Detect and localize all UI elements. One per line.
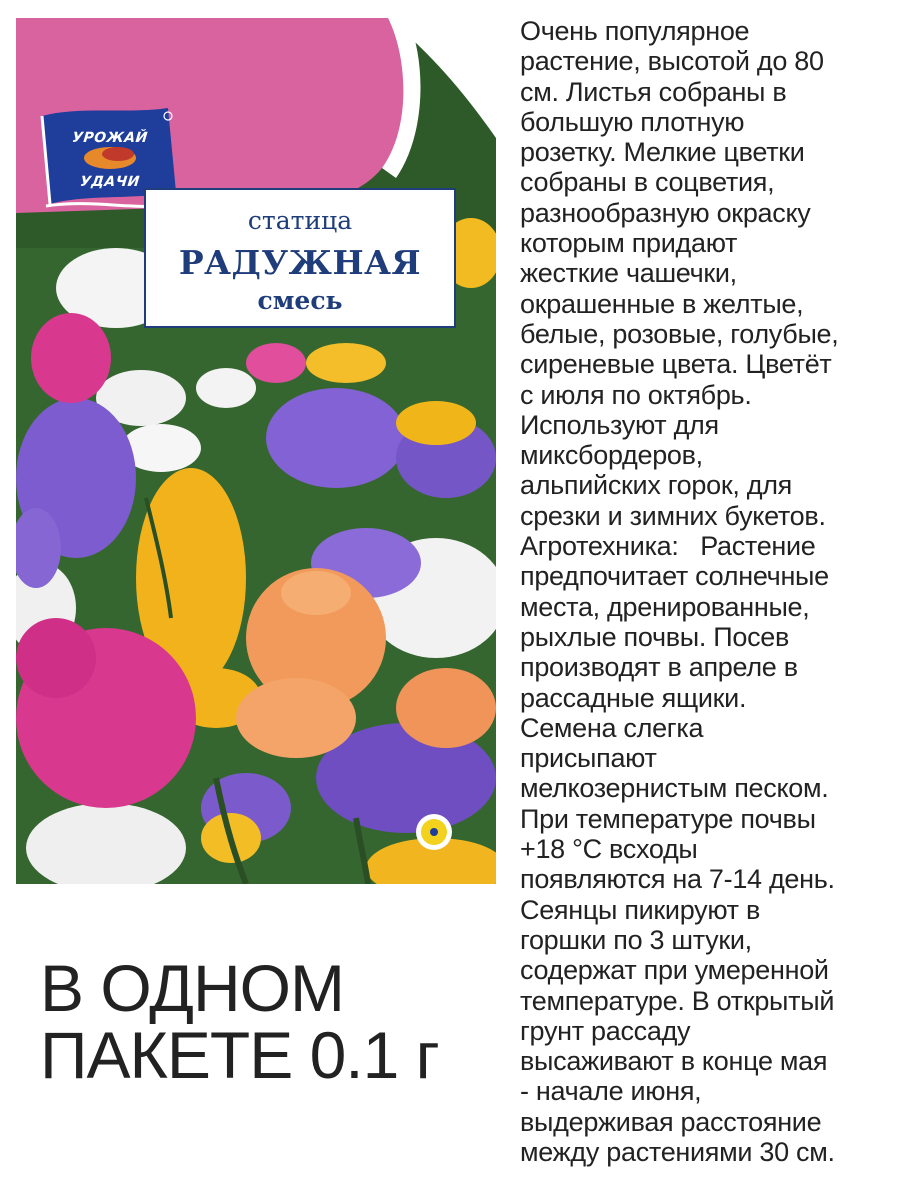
description-line: миксбордеров, <box>520 440 703 471</box>
brand-name-line2: УДАЧИ <box>79 174 141 190</box>
description-line: появляются на 7-14 день. <box>520 864 835 895</box>
description-line: между растениями 30 см. <box>520 1136 835 1167</box>
description-line: рыхлые почвы. Посев <box>520 621 790 652</box>
description-line: с июля по октябрь. <box>520 379 752 410</box>
description-line: растение, высотой до 80 <box>520 46 824 77</box>
description-line: +18 °C всходы <box>520 834 698 865</box>
description-line: альпийских горок, для <box>520 470 792 501</box>
description-line: окрашенные в желтые, <box>520 288 804 319</box>
description-line: грунт рассаду <box>520 1015 691 1046</box>
description-line: - начале июня, <box>520 1076 702 1107</box>
mix-label: смесь <box>257 286 343 315</box>
seed-packet-image <box>16 18 496 884</box>
description-line: места, дренированные, <box>520 591 810 622</box>
description-line: большую плотную <box>520 106 745 137</box>
description-line: При температуре почвы <box>520 803 816 834</box>
description-line: сиреневые цвета. Цветёт <box>520 349 832 380</box>
packet-title-box <box>144 188 456 328</box>
description-line: высаживают в конце мая <box>520 1046 828 1077</box>
weight-label-line1: В ОДНОМ <box>40 951 344 1025</box>
description-line: выдерживая расстояние <box>520 1106 822 1137</box>
description-line: Очень популярное <box>520 16 750 46</box>
weight-label-line2: ПАКЕТЕ 0.1 г <box>40 1018 439 1092</box>
description-line: предпочитает солнечные <box>520 561 829 592</box>
description-line: присыпают <box>520 743 657 774</box>
description-line: температуре. В открытый <box>520 985 835 1016</box>
round-mark-icon <box>414 812 454 852</box>
product-description <box>520 16 892 1167</box>
species-name: статица <box>247 206 353 235</box>
description-line: содержат при умеренной <box>520 955 829 986</box>
variety-name: РАДУЖНАЯ <box>178 243 422 282</box>
description-line: горшки по 3 штуки, <box>520 924 752 955</box>
description-line: Сеянцы пикируют в <box>520 894 760 925</box>
description-line: собраны в соцветия, <box>520 167 775 198</box>
description-line: производят в апреле в <box>520 652 798 683</box>
description-line: срезки и зимних букетов. <box>520 500 826 531</box>
description-line: Используют для <box>520 409 719 440</box>
description-line: белые, розовые, голубые, <box>520 318 839 349</box>
description-line: см. Листья собраны в <box>520 76 787 107</box>
description-line: Агротехника: Растение <box>520 531 816 562</box>
description-line: Семена слегка <box>520 712 704 743</box>
description-line: жесткие чашечки, <box>520 258 737 289</box>
description-line: разнообразную окраску <box>520 197 811 228</box>
brand-name-line1: УРОЖАЙ <box>71 130 149 146</box>
description-line: рассадные ящики. <box>520 682 747 713</box>
description-line: которым придают <box>520 228 738 259</box>
description-line: розетку. Мелкие цветки <box>520 137 805 168</box>
description-line: мелкозернистым песком. <box>520 773 829 804</box>
